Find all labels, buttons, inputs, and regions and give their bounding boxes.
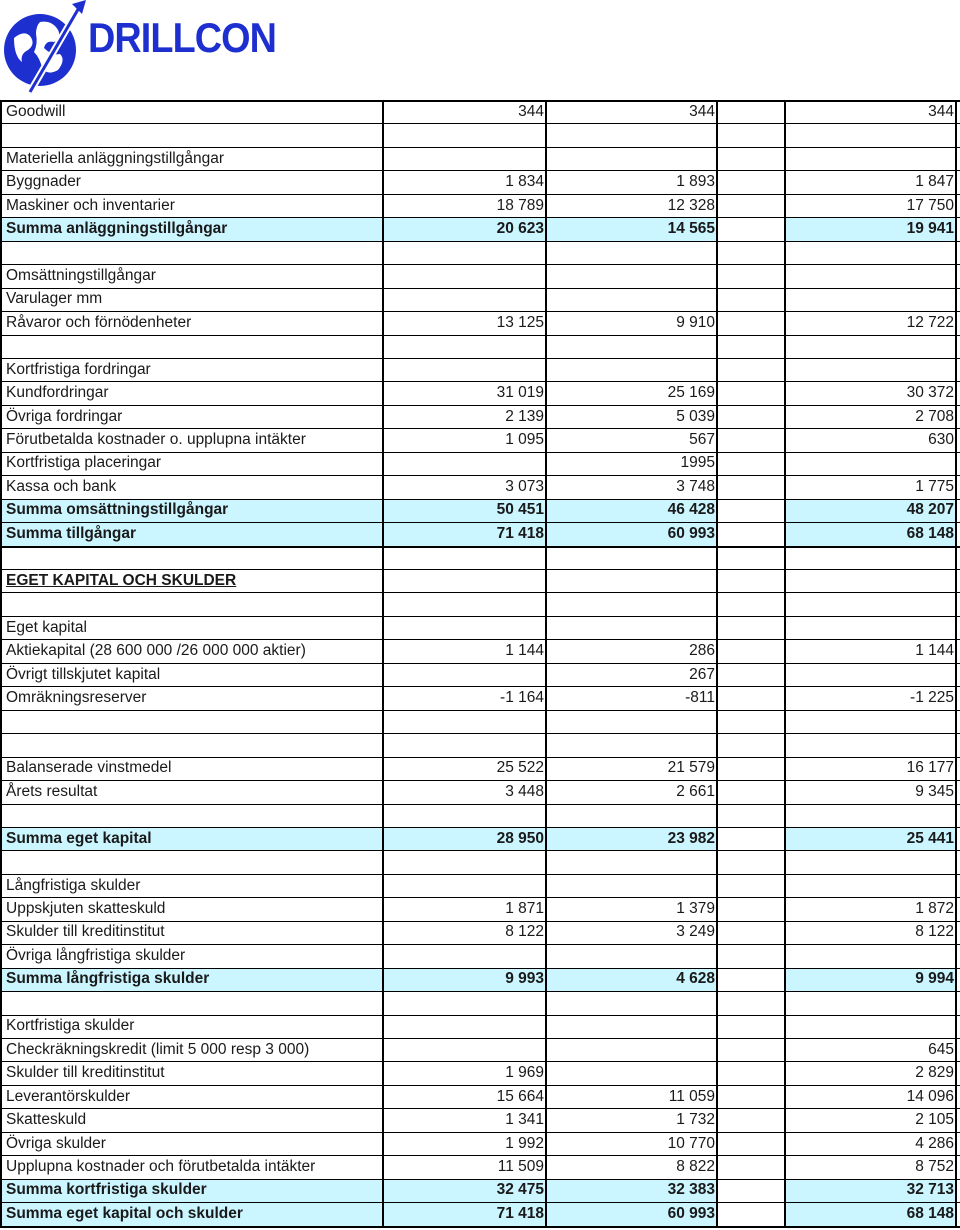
value-col3: 14 096 <box>906 1087 954 1105</box>
value-col3 <box>790 288 954 311</box>
grid-line <box>0 757 960 758</box>
table-row <box>0 921 960 944</box>
row-label: Balanserade vinstmedel <box>6 759 172 777</box>
value-col3 <box>790 804 954 827</box>
table-row <box>0 1155 960 1178</box>
value-col2: 32 383 <box>667 1181 715 1199</box>
grid-line <box>0 592 960 593</box>
table-row <box>0 616 960 639</box>
value-col1 <box>386 804 544 827</box>
row-label: Leverantörskulder <box>6 1087 131 1105</box>
value-col2: 60 993 <box>667 524 715 542</box>
value-col2 <box>548 147 715 170</box>
value-col3: 8 752 <box>915 1157 954 1175</box>
value-col3: 68 148 <box>906 524 954 542</box>
value-col1 <box>386 546 544 569</box>
value-col3: 8 122 <box>915 923 954 941</box>
value-col2 <box>548 1061 715 1084</box>
table-row <box>0 170 960 193</box>
value-col1: 1 341 <box>505 1111 544 1129</box>
value-col2 <box>548 944 715 967</box>
table-row <box>0 147 960 170</box>
value-col3: 2 708 <box>915 407 954 425</box>
row-label: Förutbetalda kostnader o. upplupna intäkter <box>6 431 306 449</box>
row-label: Varulager mm <box>6 290 103 308</box>
value-col3: 12 722 <box>906 313 954 331</box>
value-col3 <box>790 147 954 170</box>
company-logo <box>0 0 305 98</box>
table-row <box>0 639 960 662</box>
value-col1: 3 448 <box>505 782 544 800</box>
value-col3: 48 207 <box>906 501 954 519</box>
value-col1: 1 969 <box>505 1064 544 1082</box>
table-row <box>0 1061 960 1084</box>
grid-line <box>0 991 960 992</box>
row-label: EGET KAPITAL OCH SKULDER <box>6 571 237 589</box>
value-col1: 50 451 <box>496 501 544 519</box>
table-row <box>0 1179 960 1202</box>
row-label: Upplupna kostnader och förutbetalda intäkter <box>6 1157 316 1175</box>
value-col3: 17 750 <box>906 196 954 214</box>
value-col3 <box>790 850 954 873</box>
value-col3 <box>790 452 954 475</box>
value-col1 <box>386 335 544 358</box>
value-col1 <box>386 569 544 592</box>
grid-line <box>0 452 960 453</box>
table-row <box>0 663 960 686</box>
value-col1: 1 095 <box>505 431 544 449</box>
grid-line <box>0 921 960 922</box>
value-col3: 4 286 <box>915 1134 954 1152</box>
table-row <box>0 335 960 358</box>
value-col2: 3 249 <box>676 923 715 941</box>
value-col2 <box>548 358 715 381</box>
value-col3: 32 713 <box>906 1181 954 1199</box>
grid-line <box>0 428 960 429</box>
grid-line <box>0 1085 960 1086</box>
row-label: Övriga fordringar <box>6 407 123 425</box>
row-label: Skulder till kreditinstitut <box>6 923 165 941</box>
value-col2: 46 428 <box>667 501 715 519</box>
table-row <box>0 475 960 498</box>
row-label: Byggnader <box>6 173 81 191</box>
value-col3 <box>790 241 954 264</box>
value-col2: 8 822 <box>676 1157 715 1175</box>
table-row <box>0 897 960 920</box>
value-col1: 9 993 <box>505 970 544 988</box>
value-col1 <box>386 452 544 475</box>
row-label: Uppskjuten skatteskuld <box>6 900 166 918</box>
value-col3: 25 441 <box>906 829 954 847</box>
value-col3: 1 847 <box>915 173 954 191</box>
grid-line <box>955 100 957 1226</box>
row-label: Summa långfristiga skulder <box>6 970 210 988</box>
row-label: Kortfristiga placeringar <box>6 454 162 472</box>
grid-line <box>0 1179 960 1180</box>
value-col3 <box>790 733 954 756</box>
table-row <box>0 311 960 334</box>
value-col2: 25 169 <box>667 384 715 402</box>
globe-drill-icon <box>0 0 86 96</box>
value-col3: 1 775 <box>915 477 954 495</box>
table-row <box>0 1038 960 1061</box>
value-col3: -1 225 <box>910 688 954 706</box>
grid-line <box>0 1226 960 1228</box>
row-label: Kundfordringar <box>6 384 109 402</box>
value-col3 <box>790 616 954 639</box>
row-label: Materiella anläggningstillgångar <box>6 149 224 167</box>
grid-line <box>0 100 2 1226</box>
row-label: Långfristiga skulder <box>6 876 141 894</box>
row-label: Omsättningstillgångar <box>6 266 156 284</box>
row-label: Omräkningsreserver <box>6 688 147 706</box>
row-label: Skulder till kreditinstitut <box>6 1064 165 1082</box>
value-col2 <box>548 616 715 639</box>
grid-line <box>0 897 960 898</box>
value-col2 <box>548 874 715 897</box>
value-col3: 9 994 <box>915 970 954 988</box>
grid-line <box>0 1061 960 1062</box>
row-label: Aktiekapital (28 600 000 /26 000 000 aktier) <box>6 642 306 660</box>
grid-line <box>0 639 960 640</box>
row-label: Kassa och bank <box>6 477 117 495</box>
row-label: Skatteskuld <box>6 1111 87 1129</box>
value-col1: 25 522 <box>496 759 544 777</box>
value-col1 <box>386 991 544 1014</box>
value-col1: 71 418 <box>496 524 544 542</box>
row-label: Summa tillgångar <box>6 524 137 542</box>
table-row <box>0 710 960 733</box>
grid-line <box>0 710 960 711</box>
row-label: Summa eget kapital <box>6 829 152 847</box>
table-row <box>0 780 960 803</box>
value-col1: 3 073 <box>505 477 544 495</box>
table-row <box>0 1108 960 1131</box>
table-row <box>0 1132 960 1155</box>
row-label: Goodwill <box>6 102 66 120</box>
table-row <box>0 522 960 545</box>
grid-line <box>0 569 960 570</box>
value-col3 <box>790 264 954 287</box>
value-col1: 8 122 <box>505 923 544 941</box>
value-col1: 2 139 <box>505 407 544 425</box>
value-col1 <box>386 663 544 686</box>
value-col2: 3 748 <box>676 477 715 495</box>
table-row <box>0 592 960 615</box>
value-col1 <box>386 874 544 897</box>
table-row <box>0 850 960 873</box>
table-row <box>0 827 960 850</box>
value-col1: 1 144 <box>505 642 544 660</box>
grid-line <box>0 358 960 359</box>
grid-line <box>0 381 960 382</box>
value-col2 <box>548 335 715 358</box>
table-row <box>0 100 960 123</box>
table-row <box>0 288 960 311</box>
value-col3: 645 <box>928 1040 954 1058</box>
table-row <box>0 194 960 217</box>
value-col3 <box>790 123 954 146</box>
grid-line <box>0 100 960 102</box>
row-label: Kortfristiga skulder <box>6 1017 135 1035</box>
row-label: Summa anläggningstillgångar <box>6 219 228 237</box>
grid-line <box>0 123 960 124</box>
value-col1: 344 <box>518 102 544 120</box>
grid-line <box>0 874 960 875</box>
grid-line <box>0 663 960 664</box>
value-col1: 1 992 <box>505 1134 544 1152</box>
value-col2 <box>548 804 715 827</box>
table-row <box>0 428 960 451</box>
value-col2: 1 732 <box>676 1111 715 1129</box>
value-col2: 11 059 <box>668 1087 715 1105</box>
value-col1: 1 834 <box>505 173 544 191</box>
table-row <box>0 123 960 146</box>
value-col3: 68 148 <box>906 1204 954 1222</box>
value-col3 <box>790 592 954 615</box>
grid-line <box>0 194 960 195</box>
value-col1 <box>386 733 544 756</box>
grid-line <box>0 311 960 312</box>
value-col2 <box>548 991 715 1014</box>
value-col1 <box>386 358 544 381</box>
value-col2 <box>548 1038 715 1061</box>
row-label: Summa kortfristiga skulder <box>6 1181 207 1199</box>
value-col2: 1 893 <box>676 173 715 191</box>
value-col2 <box>548 850 715 873</box>
value-col3: 2 105 <box>915 1111 954 1129</box>
value-col1: 31 019 <box>496 384 544 402</box>
value-col1: 11 509 <box>497 1157 544 1175</box>
table-row <box>0 1202 960 1225</box>
value-col2 <box>548 1015 715 1038</box>
value-col3 <box>790 944 954 967</box>
row-label: Råvaror och förnödenheter <box>6 313 192 331</box>
table-row <box>0 1015 960 1038</box>
value-col2: 12 328 <box>667 196 715 214</box>
grid-line <box>0 827 960 828</box>
grid-line <box>0 1155 960 1156</box>
grid-line <box>0 1038 960 1039</box>
grid-line <box>716 100 718 1226</box>
value-col1: 18 789 <box>496 196 544 214</box>
grid-line <box>0 170 960 171</box>
grid-line <box>0 288 960 289</box>
grid-line <box>0 968 960 969</box>
grid-line <box>0 780 960 781</box>
table-row <box>0 546 960 569</box>
value-col1 <box>386 241 544 264</box>
value-col2: 60 993 <box>667 1204 715 1222</box>
grid-line <box>0 241 960 242</box>
value-col1 <box>386 850 544 873</box>
table-row <box>0 874 960 897</box>
value-col1: 28 950 <box>496 829 544 847</box>
value-col3 <box>790 991 954 1014</box>
value-col2: 14 565 <box>667 219 715 237</box>
value-col1 <box>386 1015 544 1038</box>
table-row <box>0 241 960 264</box>
logo-wordmark: DRILLCON <box>88 14 277 61</box>
row-label: Övrigt tillskjutet kapital <box>6 665 161 683</box>
value-col2 <box>548 546 715 569</box>
value-col3 <box>790 874 954 897</box>
value-col1 <box>386 147 544 170</box>
table-row <box>0 452 960 475</box>
grid-line <box>0 733 960 734</box>
value-col2 <box>548 733 715 756</box>
row-label: Summa omsättningstillgångar <box>6 501 229 519</box>
grid-line <box>0 1015 960 1016</box>
row-label: Maskiner och inventarier <box>6 196 175 214</box>
value-col1 <box>386 1038 544 1061</box>
table-row <box>0 968 960 991</box>
value-col2 <box>548 592 715 615</box>
value-col1 <box>386 288 544 311</box>
table-row <box>0 804 960 827</box>
value-col3: 9 345 <box>915 782 954 800</box>
grid-line <box>0 1108 960 1109</box>
value-col3 <box>790 663 954 686</box>
grid-line <box>0 147 960 148</box>
table-row <box>0 569 960 592</box>
value-col2 <box>548 710 715 733</box>
value-col2: 1995 <box>680 454 715 472</box>
value-col2: 344 <box>689 102 715 120</box>
value-col3: 2 829 <box>915 1064 954 1082</box>
table-row <box>0 381 960 404</box>
row-label: Kortfristiga fordringar <box>6 360 151 378</box>
value-col3: 16 177 <box>906 759 954 777</box>
grid-line <box>0 944 960 945</box>
value-col2 <box>548 569 715 592</box>
table-row <box>0 1085 960 1108</box>
grid-line <box>545 100 547 1226</box>
table-row <box>0 499 960 522</box>
table-row <box>0 991 960 1014</box>
table-row <box>0 264 960 287</box>
value-col3: 19 941 <box>906 219 954 237</box>
value-col2: 5 039 <box>676 407 715 425</box>
table-row <box>0 358 960 381</box>
value-col1 <box>386 710 544 733</box>
row-label: Checkräkningskredit (limit 5 000 resp 3 000) <box>6 1040 310 1058</box>
table-row <box>0 217 960 240</box>
grid-line <box>0 1202 960 1203</box>
value-col3: 1 144 <box>915 642 954 660</box>
table-row <box>0 733 960 756</box>
value-col1: 71 418 <box>496 1204 544 1222</box>
value-col1: 13 125 <box>496 313 544 331</box>
value-col1: 1 871 <box>505 900 544 918</box>
grid-line <box>0 1132 960 1133</box>
value-col3 <box>790 710 954 733</box>
grid-line <box>0 475 960 476</box>
value-col2: 1 379 <box>676 900 715 918</box>
value-col2: 23 982 <box>667 829 715 847</box>
grid-line <box>0 264 960 265</box>
value-col3: 344 <box>928 102 954 120</box>
grid-line <box>0 499 960 500</box>
row-label: Övriga skulder <box>6 1134 106 1152</box>
value-col3 <box>790 569 954 592</box>
value-col1 <box>386 592 544 615</box>
value-col3 <box>790 1015 954 1038</box>
value-col2: 567 <box>689 431 715 449</box>
value-col1 <box>386 123 544 146</box>
grid-line <box>0 217 960 218</box>
value-col2: -811 <box>685 688 715 706</box>
value-col1: 32 475 <box>496 1181 544 1199</box>
value-col1 <box>386 616 544 639</box>
value-col2: 9 910 <box>676 313 715 331</box>
value-col2: 286 <box>689 642 715 660</box>
value-col3 <box>790 335 954 358</box>
value-col1: -1 164 <box>500 688 544 706</box>
table-row <box>0 944 960 967</box>
grid-line <box>0 686 960 687</box>
grid-line <box>0 546 960 548</box>
row-label: Eget kapital <box>6 618 87 636</box>
value-col2 <box>548 264 715 287</box>
value-col1 <box>386 264 544 287</box>
row-label: Övriga långfristiga skulder <box>6 946 186 964</box>
value-col3 <box>790 358 954 381</box>
table-row <box>0 405 960 428</box>
table-row <box>0 686 960 709</box>
value-col2 <box>548 288 715 311</box>
grid-line <box>0 405 960 406</box>
value-col2: 2 661 <box>676 782 715 800</box>
row-label: Årets resultat <box>6 782 98 800</box>
table-row <box>0 757 960 780</box>
row-label: Summa eget kapital och skulder <box>6 1204 243 1222</box>
value-col3 <box>790 546 954 569</box>
grid-line <box>0 616 960 617</box>
grid-line <box>382 100 384 1226</box>
grid-line <box>0 335 960 336</box>
value-col3: 30 372 <box>906 384 954 402</box>
value-col2 <box>548 241 715 264</box>
value-col1 <box>386 944 544 967</box>
value-col2: 21 579 <box>667 759 715 777</box>
value-col2: 267 <box>689 665 715 683</box>
value-col1: 15 664 <box>496 1087 544 1105</box>
value-col2: 10 770 <box>667 1134 715 1152</box>
value-col3: 1 872 <box>915 900 954 918</box>
value-col2: 4 628 <box>676 970 715 988</box>
balance-sheet-table <box>0 100 960 1226</box>
grid-line <box>0 522 960 523</box>
value-col3: 630 <box>928 431 954 449</box>
grid-line <box>0 850 960 851</box>
grid-line <box>784 100 786 1226</box>
value-col2 <box>548 123 715 146</box>
grid-line <box>0 804 960 805</box>
value-col1: 20 623 <box>496 219 544 237</box>
